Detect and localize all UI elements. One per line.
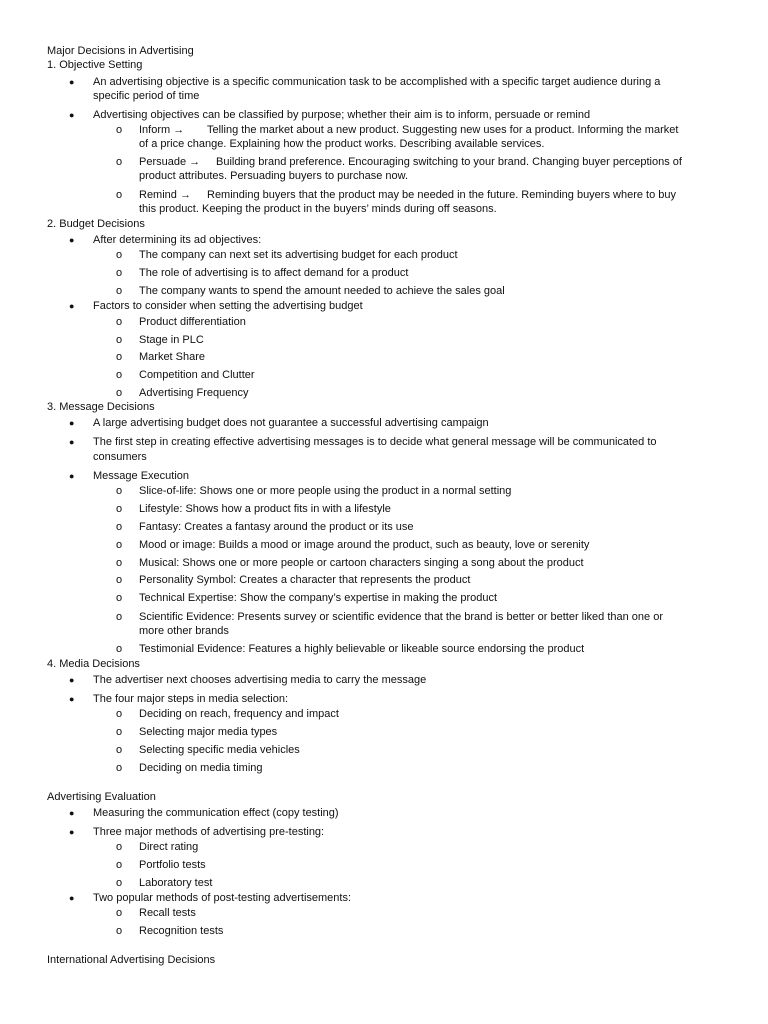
sub-bullet: o	[116, 539, 123, 551]
sub-bullet: o	[116, 267, 123, 279]
sub-item: Market Share	[139, 351, 206, 363]
sub-item: Lifestyle: Shows how a product fits in with a lifestyle	[139, 503, 391, 515]
sub-bullet: o	[116, 841, 123, 853]
sub-bullet: o	[116, 387, 123, 399]
section-title-budget: 2. Budget Decisions	[47, 218, 145, 230]
sub-bullet: o	[116, 877, 123, 889]
sub-item: Deciding on media timing	[139, 762, 263, 774]
sub-item: Reminding buyers that the product may be needed in the future. Reminding buyers where to buy	[207, 189, 676, 201]
sub-bullet: o	[116, 249, 123, 261]
sub-bullet: o	[116, 351, 123, 363]
sub-item: Competition and Clutter	[139, 369, 255, 381]
section-title-international: International Advertising Decisions	[47, 954, 216, 966]
list-item: Three major methods of advertising pre-testing:	[93, 826, 325, 838]
sub-item: Musical: Shows one or more people or cartoon characters singing a song about the product	[139, 557, 584, 569]
bullet: ●	[69, 301, 75, 311]
bullet: ●	[69, 808, 75, 818]
sub-bullet: o	[116, 925, 123, 937]
list-item: A large advertising budget does not guarantee a successful advertising campaign	[93, 417, 489, 429]
sub-item: The company can next set its advertising budget for each product	[139, 249, 458, 261]
inform-label: Inform →	[139, 124, 185, 136]
sub-item: The company wants to spend the amount needed to achieve the sales goal	[139, 285, 505, 297]
list-item: After determining its ad objectives:	[93, 234, 262, 246]
sub-bullet: o	[116, 189, 123, 201]
sub-bullet: o	[116, 726, 123, 738]
sub-bullet: o	[116, 316, 123, 328]
sub-item: Recall tests	[139, 907, 196, 919]
list-item-cont: consumers	[93, 451, 147, 463]
sub-item-cont: more other brands	[139, 625, 229, 637]
section-title-evaluation: Advertising Evaluation	[47, 791, 156, 803]
sub-bullet: o	[116, 156, 123, 168]
sub-bullet: o	[116, 592, 123, 604]
sub-item: Mood or image: Builds a mood or image around the product, such as beauty, love or serenity	[139, 539, 590, 551]
bullet: ●	[69, 437, 75, 447]
bullet: ●	[69, 893, 75, 903]
bullet: ●	[69, 418, 75, 428]
sub-item: Building brand preference. Encouraging switching to your brand. Changing buyer perceptions of	[216, 156, 682, 168]
bullet: ●	[69, 235, 75, 245]
sub-item: Selecting specific media vehicles	[139, 744, 300, 756]
list-item-cont: specific period of time	[93, 90, 200, 102]
sub-item-cont: of a price change. Explaining how the product works. Describing available services.	[139, 138, 545, 150]
list-item: The first step in creating effective advertising messages is to decide what general message will be communicated to	[93, 436, 657, 448]
document-title: Major Decisions in Advertising	[47, 45, 194, 57]
list-item: The four major steps in media selection:	[93, 693, 289, 705]
sub-bullet: o	[116, 369, 123, 381]
sub-bullet: o	[116, 521, 123, 533]
sub-item: Personality Symbol: Creates a character that represents the product	[139, 574, 471, 586]
section-title-media: 4. Media Decisions	[47, 658, 140, 670]
sub-bullet: o	[116, 708, 123, 720]
bullet: ●	[69, 77, 75, 87]
bullet: ●	[69, 110, 75, 120]
sub-item: Laboratory test	[139, 877, 213, 889]
list-item: Factors to consider when setting the advertising budget	[93, 300, 363, 312]
sub-item: Portfolio tests	[139, 859, 206, 871]
sub-bullet: o	[116, 334, 123, 346]
sub-bullet: o	[116, 611, 123, 623]
sub-item: Direct rating	[139, 841, 199, 853]
sub-item: Slice-of-life: Shows one or more people using the product in a normal setting	[139, 485, 512, 497]
sub-item: Deciding on reach, frequency and impact	[139, 708, 339, 720]
bullet: ●	[69, 694, 75, 704]
list-item: Measuring the communication effect (copy testing)	[93, 807, 339, 819]
sub-item-cont: this product. Keeping the product in the buyers’ minds during off seasons.	[139, 203, 497, 215]
sub-bullet: o	[116, 285, 123, 297]
bullet: ●	[69, 675, 75, 685]
sub-bullet: o	[116, 762, 123, 774]
list-item: An advertising objective is a specific communication task to be accomplished with a specific target audience during a	[93, 76, 661, 88]
sub-bullet: o	[116, 124, 123, 136]
sub-bullet: o	[116, 643, 123, 655]
sub-item: Scientific Evidence: Presents survey or scientific evidence that the brand is better or better liked than one or	[139, 611, 663, 623]
list-item: Two popular methods of post-testing advertisements:	[93, 892, 352, 904]
bullet: ●	[69, 471, 75, 481]
sub-bullet: o	[116, 744, 123, 756]
sub-bullet: o	[116, 557, 123, 569]
sub-item: Selecting major media types	[139, 726, 278, 738]
sub-item: Fantasy: Creates a fantasy around the product or its use	[139, 521, 414, 533]
sub-item: Stage in PLC	[139, 334, 204, 346]
remind-label: Remind →	[139, 189, 191, 201]
sub-item: Recognition tests	[139, 925, 224, 937]
sub-bullet: o	[116, 574, 123, 586]
sub-item: The role of advertising is to affect demand for a product	[139, 267, 409, 279]
sub-bullet: o	[116, 907, 123, 919]
sub-item: Telling the market about a new product. Suggesting new uses for a product. Informing the market	[207, 124, 679, 136]
persuade-label: Persuade →	[139, 156, 201, 168]
list-item: Message Execution	[93, 470, 189, 482]
sub-item-cont: product attributes. Persuading buyers to purchase now.	[139, 170, 409, 182]
sub-bullet: o	[116, 485, 123, 497]
list-item: The advertiser next chooses advertising media to carry the message	[93, 674, 427, 686]
sub-bullet: o	[116, 503, 123, 515]
bullet: ●	[69, 827, 75, 837]
list-item: Advertising objectives can be classified by purpose; whether their aim is to inform, persuade or remind	[93, 109, 591, 121]
sub-item: Technical Expertise: Show the company’s expertise in making the product	[139, 592, 498, 604]
sub-item: Product differentiation	[139, 316, 246, 328]
sub-item: Testimonial Evidence: Features a highly believable or likeable source endorsing the product	[139, 643, 585, 655]
sub-bullet: o	[116, 859, 123, 871]
sub-item: Advertising Frequency	[139, 387, 249, 399]
section-title-message: 3. Message Decisions	[47, 401, 155, 413]
section-title-objective: 1. Objective Setting	[47, 59, 143, 71]
